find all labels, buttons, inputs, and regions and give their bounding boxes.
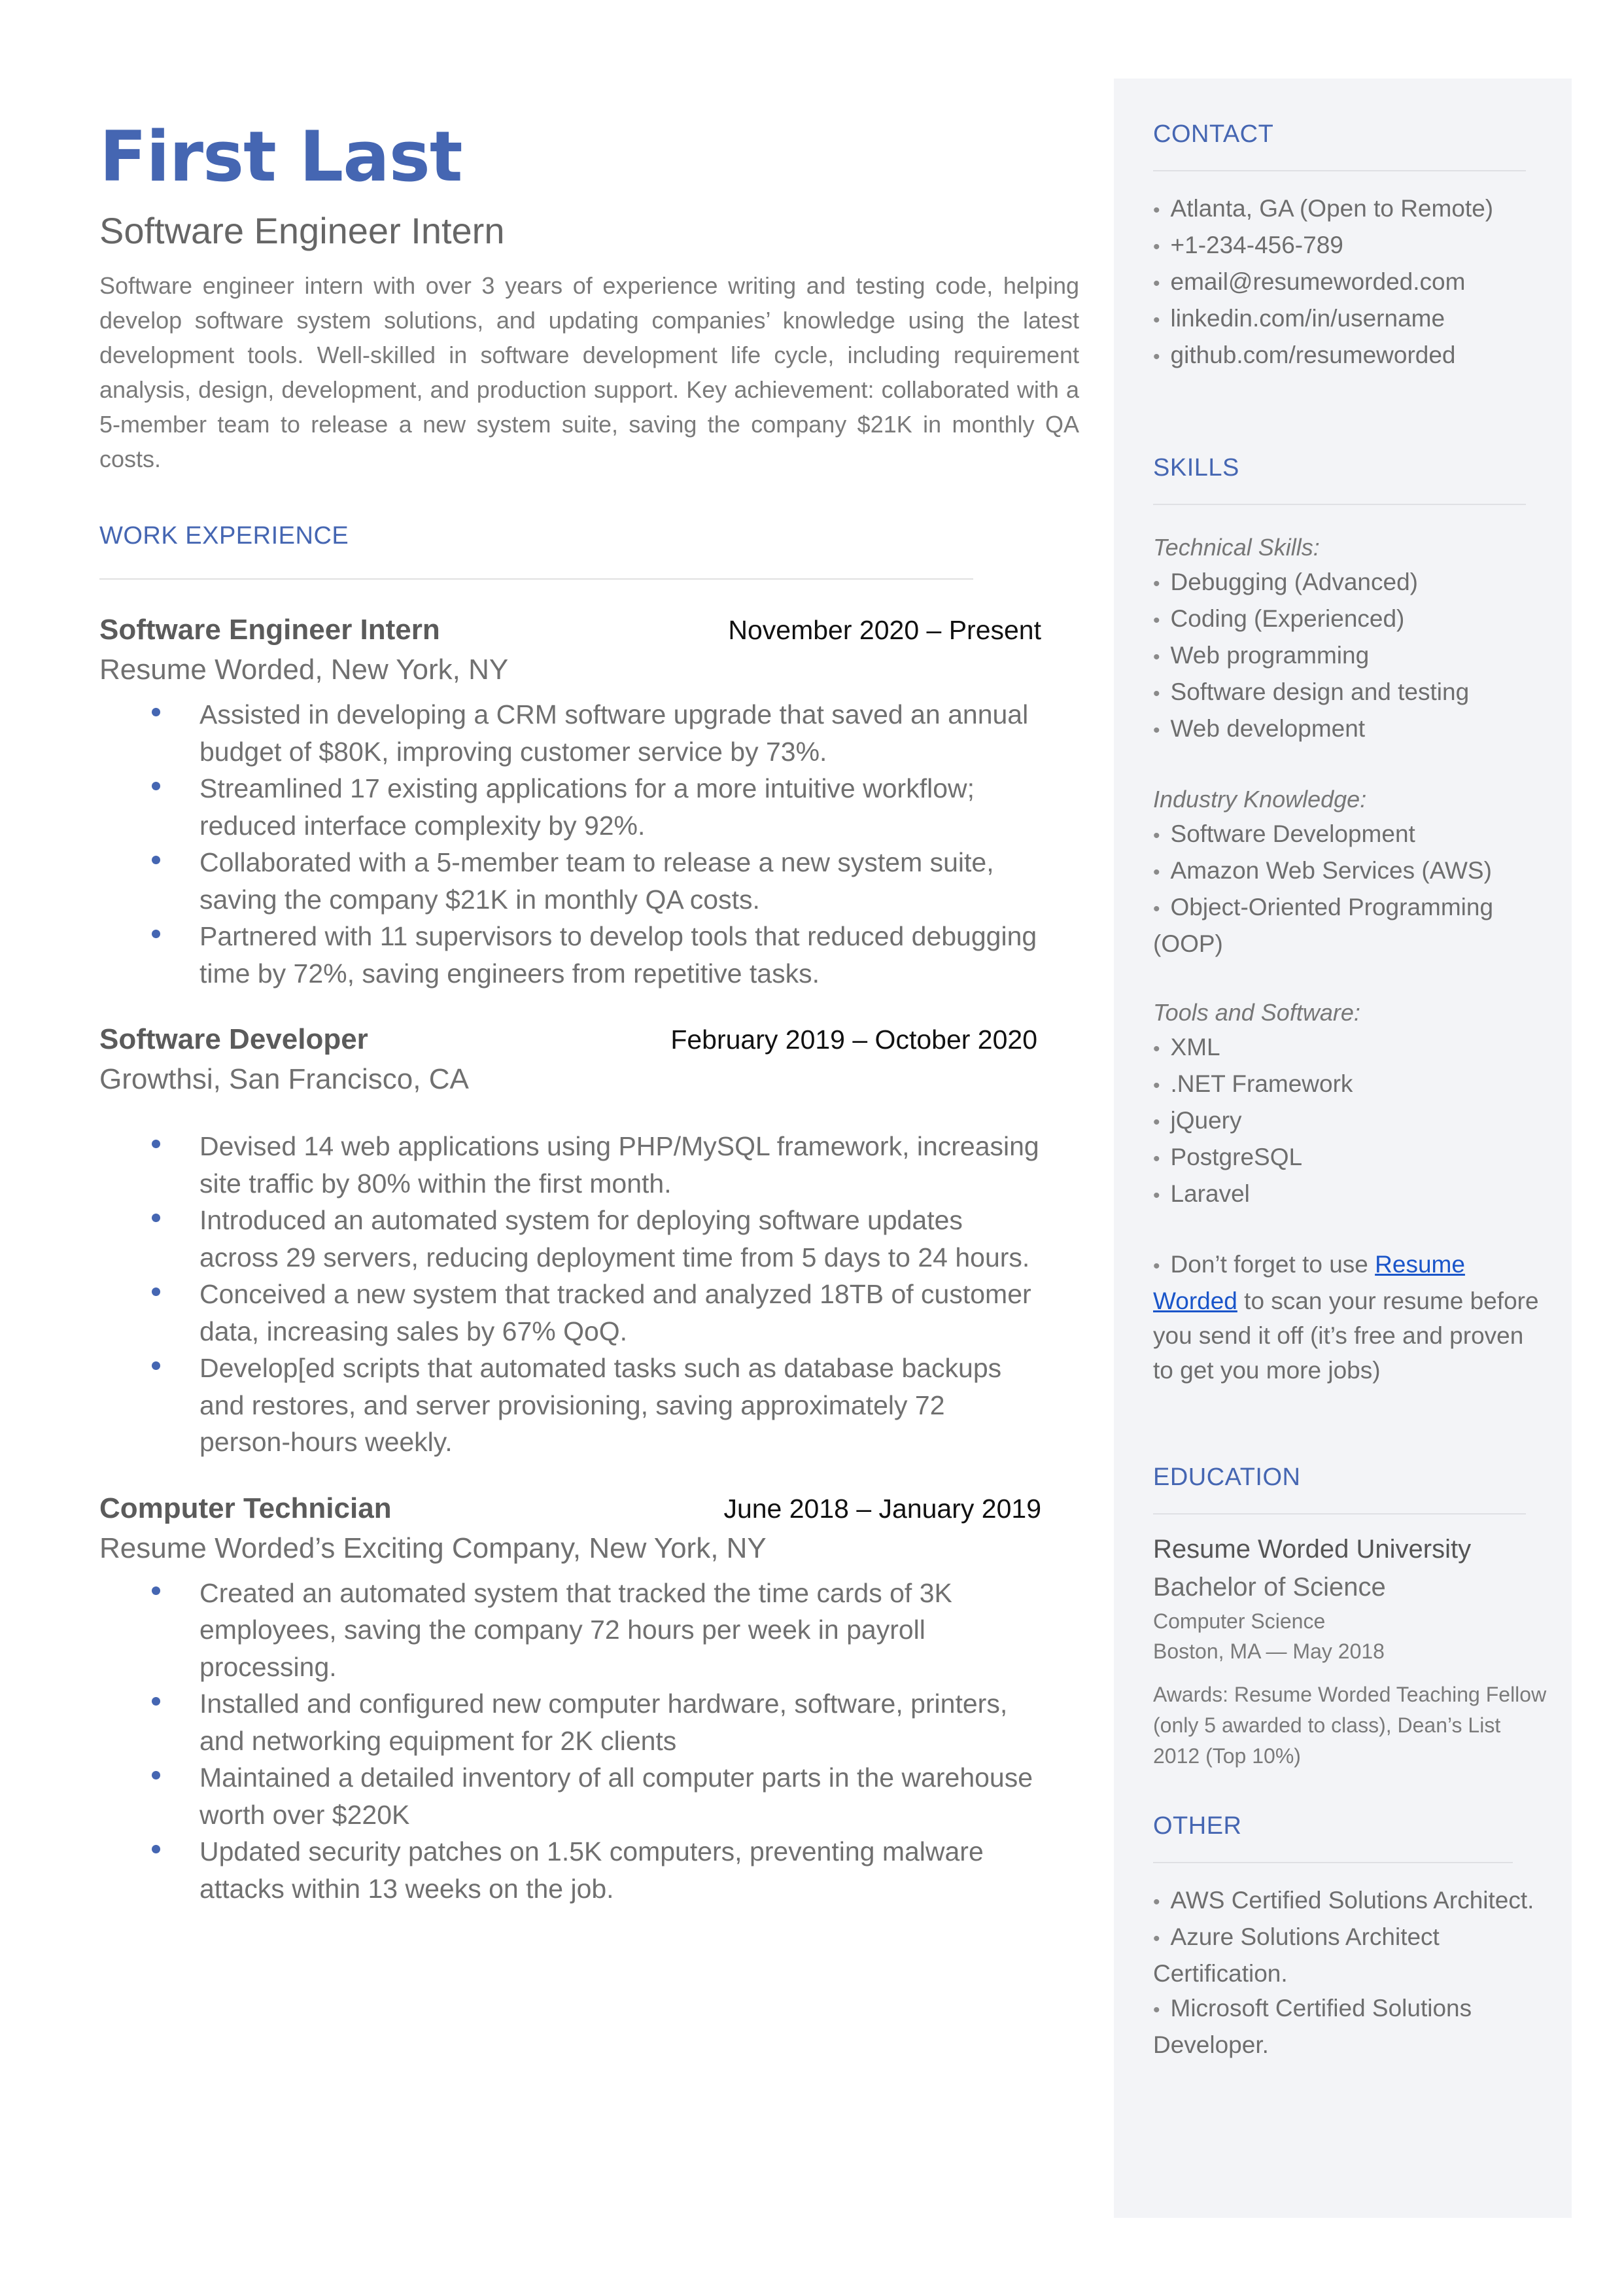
main-column (99, 118, 1080, 1907)
job-bullets (99, 1575, 1041, 1908)
bullet-text: Created an automated system that tracked the time cards of 3K employees, saving the company 72 hours per week in payroll processing. (199, 1577, 952, 1682)
bullet-glyph: • (1153, 1928, 1160, 1950)
job-bullets (99, 696, 1041, 992)
skill-text: Object-Oriented Programming (OOP) (1153, 894, 1494, 957)
bullet-text: Conceived a new system that tracked and analyzed 18TB of customer data, increasing sales by 67% QoQ. (199, 1279, 1031, 1346)
sidebar-content (1153, 118, 1546, 2062)
bullet-text: Streamlined 17 existing applications for a more intuitive workflow; reduced interface complexity by 92%. (199, 773, 975, 841)
section-divider (1153, 504, 1526, 505)
bullet-glyph: • (1153, 1148, 1160, 1170)
bullet-text: Devised 14 web applications using PHP/MySQL framework, increasing site traffic by 80% within the first month. (199, 1131, 1039, 1199)
job-title: Computer Technician (99, 1492, 392, 1524)
certification-item (1153, 1883, 1546, 1919)
certification-item (1153, 1991, 1546, 2062)
bullet-glyph: • (1153, 309, 1160, 331)
contact-linkedin[interactable] (1153, 301, 1546, 338)
bullet-dot (152, 1288, 160, 1296)
skill-item (1153, 674, 1546, 711)
bullet-dot (152, 1586, 160, 1595)
candidate-name: First Last (99, 116, 462, 197)
bullet-glyph: • (1153, 825, 1160, 847)
bullet-text: Maintained a detailed inventory of all computer parts in the warehouse worth over $220K (199, 1762, 1033, 1830)
job-bullet (99, 918, 1041, 992)
job-company: Growthsi, San Francisco, CA (99, 1063, 469, 1095)
job-header (99, 1490, 1041, 1528)
candidate-title: Software Engineer Intern (99, 210, 505, 251)
bullet-dot (152, 1697, 160, 1706)
contact-text: email@resumeworded.com (1170, 268, 1466, 295)
section-divider (1153, 1862, 1513, 1863)
contact-phone (1153, 228, 1546, 264)
section-divider (99, 578, 973, 580)
skill-item (1153, 816, 1546, 853)
skill-item (1153, 1176, 1546, 1213)
skill-item (1153, 890, 1546, 961)
contact-list (1153, 191, 1546, 374)
bullet-glyph: • (1153, 200, 1160, 221)
contact-location (1153, 191, 1546, 228)
job-bullet (99, 1128, 1041, 1202)
bullet-text: Assisted in developing a CRM software upgrade that saved an annual budget of $80K, improving customer service by 73%. (199, 699, 1029, 767)
education-school: Resume Worded University (1153, 1535, 1472, 1564)
bullet-glyph: • (1153, 273, 1160, 294)
job-bullet (99, 1833, 1041, 1907)
bullet-text: Develop[ed scripts that automated tasks such as database backups and restores, and server provisioning, saving approximately 72 person-hours weekly. (199, 1353, 1002, 1457)
job-bullet (99, 696, 1041, 770)
bullet-dot (152, 1140, 160, 1148)
section-divider (1153, 1513, 1526, 1515)
bullet-glyph: • (1153, 720, 1160, 741)
bullet-text: Collaborated with a 5-member team to release a new system suite, saving the company $21K in monthly QA costs. (199, 847, 994, 915)
job-company: Resume Worded, New York, NY (99, 654, 509, 686)
skill-text: Amazon Web Services (AWS) (1170, 857, 1492, 884)
work-experience-heading: WORK EXPERIENCE (99, 522, 349, 550)
contact-text: +1-234-456-789 (1170, 232, 1343, 258)
skill-item (1153, 1140, 1546, 1176)
bullet-dot (152, 1361, 160, 1370)
skill-text: Web programming (1170, 642, 1370, 669)
bullet-glyph: • (1153, 1999, 1160, 2021)
certification-text: AWS Certified Solutions Architect. (1170, 1887, 1534, 1914)
contact-text: github.com/resumeworded (1170, 342, 1456, 368)
bullet-glyph: • (1153, 346, 1160, 368)
section-divider (1153, 170, 1526, 171)
skill-text: Software design and testing (1170, 678, 1470, 705)
resume-worded-note (1153, 1247, 1546, 1388)
bullet-dot (152, 856, 160, 864)
job-bullet (99, 1276, 1041, 1350)
bullet-glyph: • (1153, 610, 1160, 631)
job-dates: June 2018 – January 2019 (723, 1493, 1041, 1524)
bullet-glyph: • (1153, 898, 1160, 920)
bullet-glyph: • (1153, 1112, 1160, 1133)
bullet-text: Installed and configured new computer hardware, software, printers, and networking equipment for 2K clients (199, 1689, 1008, 1756)
certification-text: Microsoft Certified Solutions Developer. (1153, 1995, 1472, 2058)
job-company: Resume Worded’s Exciting Company, New York, NY (99, 1532, 767, 1564)
job-title: Software Developer (99, 1023, 368, 1055)
education-degree: Bachelor of Science (1153, 1573, 1386, 1602)
skill-item (1153, 1103, 1546, 1140)
skill-text: XML (1170, 1034, 1220, 1060)
sidebar (1114, 79, 1572, 2218)
bullet-glyph: • (1153, 236, 1160, 258)
industry-knowledge-label: Industry Knowledge: (1153, 786, 1367, 813)
bullet-text: Partnered with 11 supervisors to develop tools that reduced debugging time by 72%, saving engineers from repetitive tasks. (199, 921, 1037, 989)
summary-paragraph: Software engineer intern with over 3 years of experience writing and testing code, helping develop software system solutions, and updating companies’ knowledge using the latest development tools. Well-skilled in software development life cycle, including requirement analysis, design, development, and production support. Key achievement: collaborated with a 5-member team to release a new system suite, saving the company $21K in monthly QA costs. (99, 272, 1079, 472)
skill-item (1153, 638, 1546, 674)
job-entry (99, 611, 1080, 992)
skills-heading: SKILLS (1153, 454, 1239, 482)
job-dates: November 2020 – Present (728, 615, 1041, 645)
education-field: Computer Science (1153, 1609, 1326, 1633)
contact-text: Atlanta, GA (Open to Remote) (1170, 195, 1494, 222)
bullet-text: Updated security patches on 1.5K computers, preventing malware attacks within 13 weeks on the job. (199, 1836, 984, 1904)
bullet-dot (152, 1771, 160, 1779)
skill-text: jQuery (1170, 1107, 1242, 1134)
job-entry (99, 1021, 1080, 1461)
bullet-glyph: • (1153, 1185, 1160, 1206)
skill-item (1153, 711, 1546, 748)
bullet-dot (152, 930, 160, 938)
skill-item (1153, 601, 1546, 638)
contact-email[interactable] (1153, 264, 1546, 301)
skill-item (1153, 1030, 1546, 1066)
resume-worded-link[interactable]: Resume Worded (1153, 1251, 1465, 1314)
bullet-glyph: • (1153, 1075, 1160, 1096)
skill-text: Coding (Experienced) (1170, 605, 1405, 632)
job-dates: February 2019 – October 2020 (670, 1025, 1037, 1055)
job-entry (99, 1490, 1080, 1908)
job-bullet (99, 1202, 1041, 1276)
skill-item (1153, 1066, 1546, 1103)
contact-text: linkedin.com/in/username (1170, 305, 1445, 332)
other-heading: OTHER (1153, 1812, 1242, 1840)
job-bullet (99, 1575, 1041, 1686)
education-awards: Awards: Resume Worded Teaching Fellow (only 5 awarded to class), Dean’s List 2012 (Top 10%) (1153, 1683, 1547, 1768)
job-title: Software Engineer Intern (99, 614, 440, 646)
bullet-glyph: • (1153, 1891, 1160, 1913)
bullet-glyph: • (1153, 683, 1160, 705)
tools-software-label: Tools and Software: (1153, 999, 1360, 1026)
industry-knowledge-list (1153, 816, 1546, 961)
skill-text: Debugging (Advanced) (1170, 569, 1418, 595)
job-bullet (99, 770, 1041, 844)
skill-text: Software Development (1170, 820, 1415, 847)
bullet-dot (152, 782, 160, 790)
skill-item (1153, 565, 1546, 601)
tools-software-list (1153, 1030, 1546, 1213)
bullet-dot (152, 708, 160, 716)
technical-skills-label: Technical Skills: (1153, 534, 1320, 561)
job-bullet (99, 1759, 1041, 1833)
contact-heading: CONTACT (1153, 120, 1274, 148)
note-prefix: Don’t forget to use (1170, 1251, 1375, 1278)
job-bullet (99, 1685, 1041, 1759)
contact-github[interactable] (1153, 338, 1546, 374)
education-heading: EDUCATION (1153, 1463, 1301, 1491)
technical-skills-list (1153, 565, 1546, 748)
skill-text: Laravel (1170, 1180, 1250, 1207)
bullet-glyph: • (1153, 1038, 1160, 1060)
bullet-glyph: • (1153, 862, 1160, 883)
bullet-glyph: • (1153, 573, 1160, 595)
skill-text: .NET Framework (1170, 1070, 1353, 1097)
job-bullets (99, 1128, 1041, 1461)
skill-text: Web development (1170, 715, 1366, 742)
certification-item (1153, 1919, 1546, 1991)
job-header (99, 1021, 1041, 1059)
bullet-glyph: • (1153, 646, 1160, 668)
bullet-text: Introduced an automated system for deploying software updates across 29 servers, reducing deployment time from 5 days to 24 hours. (199, 1205, 1030, 1272)
education-location-date: Boston, MA — May 2018 (1153, 1639, 1385, 1663)
other-list (1153, 1883, 1546, 2062)
job-header (99, 611, 1041, 649)
bullet-dot (152, 1845, 160, 1853)
bullet-dot (152, 1214, 160, 1222)
bullet-glyph: • (1153, 1255, 1160, 1277)
skill-text: PostgreSQL (1170, 1144, 1303, 1170)
job-bullet (99, 844, 1041, 918)
certification-text: Azure Solutions Architect Certification. (1153, 1923, 1440, 1987)
note-suffix: to scan your resume before you send it off (it’s free and proven to get you more jobs) (1153, 1288, 1539, 1384)
skill-item (1153, 853, 1546, 890)
job-bullet (99, 1350, 1041, 1461)
